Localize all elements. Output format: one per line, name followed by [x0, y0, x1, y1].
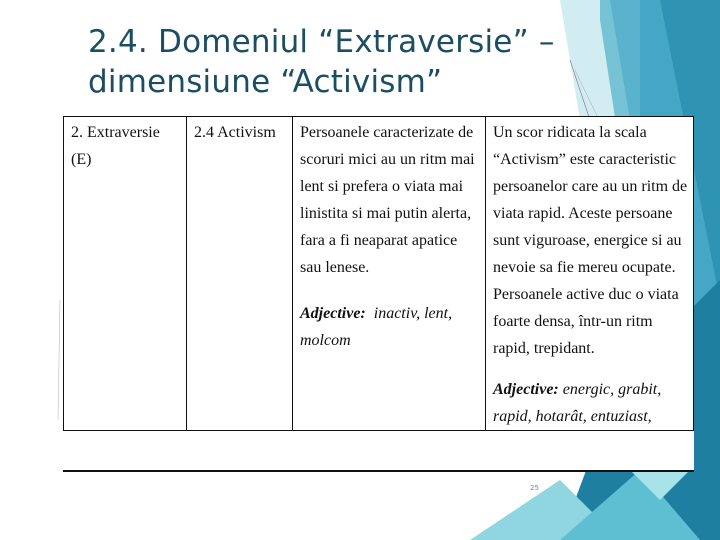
domain-cell — [64, 117, 187, 431]
activism-table — [63, 116, 694, 472]
high-adjective-label: Adjective: — [493, 381, 559, 398]
high-adjective-values: energic, grabit, rapid, hotarât, entuziast, — [493, 381, 662, 425]
low-score-cell — [293, 117, 486, 431]
facet-label: 2.4 Activism — [194, 124, 276, 141]
slide-title-line-1: 2.4. Domeniul “Extraversie” – — [88, 24, 555, 60]
low-score-description: Persoanele caracterizate de scoruri mici au un ritm mai lent si prefera o viata mai linistita si mai putin alerta, fara a fi neaparat apatice sau lenese. — [300, 124, 475, 276]
domain-label: 2. Extraversie (E) — [71, 124, 160, 168]
low-adjective-values: inactiv, lent, molcom — [300, 305, 453, 349]
table-row — [64, 117, 694, 431]
slide-title-line-2: dimensiune “Activism” — [88, 64, 443, 100]
high-score-adjectives — [493, 376, 688, 430]
high-score-description: Un scor ridicata la scala “Activism” este caracteristic persoanelor care au un ritm de viata rapid. Aceste persoane sunt viguroase, energice si au nevoie sa fie mereu ocupate. Persoanele active duc o viata foarte densa, într-un ritm rapid, trepidant. — [493, 124, 688, 357]
low-score-adjectives — [300, 300, 480, 354]
high-score-cell — [486, 117, 694, 431]
low-adjective-label: Adjective: — [300, 305, 366, 322]
slide-title — [88, 22, 608, 102]
facet-cell — [187, 117, 293, 431]
page-number: 25 — [530, 484, 539, 492]
facet-table — [63, 116, 694, 431]
